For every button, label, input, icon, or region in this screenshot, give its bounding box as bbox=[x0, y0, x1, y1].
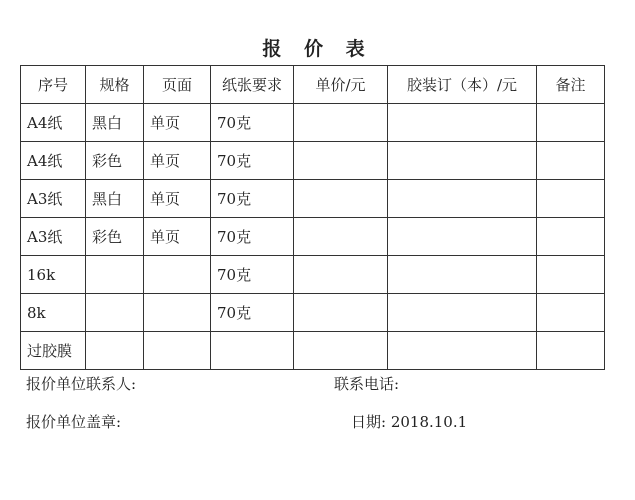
table-row bbox=[21, 142, 605, 180]
table-cell bbox=[388, 332, 537, 370]
table-cell bbox=[86, 294, 144, 332]
phone-label: 联系电话: bbox=[334, 375, 400, 393]
header-remarks: 备注 bbox=[537, 66, 605, 104]
table-cell: A4纸 bbox=[21, 104, 86, 142]
table-cell: 过胶膜 bbox=[21, 332, 86, 370]
table-cell: 单页 bbox=[144, 142, 211, 180]
table-cell bbox=[388, 180, 537, 218]
table-cell bbox=[294, 294, 388, 332]
table-cell: 70克 bbox=[211, 218, 294, 256]
table-cell: 单页 bbox=[144, 218, 211, 256]
table-row bbox=[21, 180, 605, 218]
seal-label: 报价单位盖章: bbox=[26, 413, 122, 431]
table-cell: 70克 bbox=[211, 256, 294, 294]
header-page: 页面 bbox=[144, 66, 211, 104]
table-cell bbox=[294, 142, 388, 180]
table-cell: 黑白 bbox=[86, 180, 144, 218]
table-cell bbox=[144, 332, 211, 370]
table-cell bbox=[537, 142, 605, 180]
table-cell: 8k bbox=[21, 294, 86, 332]
table-row bbox=[21, 294, 605, 332]
header-paper-requirement: 纸张要求 bbox=[211, 66, 294, 104]
table-cell: 黑白 bbox=[86, 104, 144, 142]
table-cell bbox=[537, 256, 605, 294]
table-cell bbox=[388, 218, 537, 256]
table-cell: A3纸 bbox=[21, 218, 86, 256]
table-cell bbox=[388, 294, 537, 332]
table-row bbox=[21, 104, 605, 142]
contact-person-label: 报价单位联系人: bbox=[26, 375, 137, 393]
table-cell: 16k bbox=[21, 256, 86, 294]
table-cell: 70克 bbox=[211, 104, 294, 142]
table-cell bbox=[294, 218, 388, 256]
table-cell: A3纸 bbox=[21, 180, 86, 218]
table-cell bbox=[144, 294, 211, 332]
document-title: 报 价 表 bbox=[262, 38, 373, 60]
date-label: 日期: 2018.10.1 bbox=[351, 413, 468, 431]
table-row bbox=[21, 256, 605, 294]
table-cell bbox=[294, 332, 388, 370]
table-cell: 70克 bbox=[211, 180, 294, 218]
table-cell bbox=[86, 332, 144, 370]
quote-table bbox=[20, 65, 605, 370]
table-cell: 单页 bbox=[144, 180, 211, 218]
table-cell bbox=[537, 332, 605, 370]
table-cell bbox=[294, 256, 388, 294]
table-cell bbox=[537, 218, 605, 256]
table-cell bbox=[537, 294, 605, 332]
header-serial-number: 序号 bbox=[21, 66, 86, 104]
table-cell bbox=[294, 180, 388, 218]
table-header-row bbox=[21, 66, 605, 104]
table-cell bbox=[388, 256, 537, 294]
table-row bbox=[21, 218, 605, 256]
table-cell bbox=[86, 256, 144, 294]
header-unit-price: 单价/元 bbox=[294, 66, 388, 104]
table-cell: 70克 bbox=[211, 142, 294, 180]
table-cell bbox=[388, 142, 537, 180]
table-cell bbox=[537, 180, 605, 218]
table-cell: 彩色 bbox=[86, 142, 144, 180]
table-cell bbox=[388, 104, 537, 142]
header-binding-price: 胶装订（本）/元 bbox=[388, 66, 537, 104]
table-cell bbox=[294, 104, 388, 142]
table-cell bbox=[211, 332, 294, 370]
table-cell: 70克 bbox=[211, 294, 294, 332]
header-specification: 规格 bbox=[86, 66, 144, 104]
table-cell bbox=[537, 104, 605, 142]
table-cell: 单页 bbox=[144, 104, 211, 142]
table-cell: A4纸 bbox=[21, 142, 86, 180]
table-row bbox=[21, 332, 605, 370]
table-cell bbox=[144, 256, 211, 294]
table-cell: 彩色 bbox=[86, 218, 144, 256]
